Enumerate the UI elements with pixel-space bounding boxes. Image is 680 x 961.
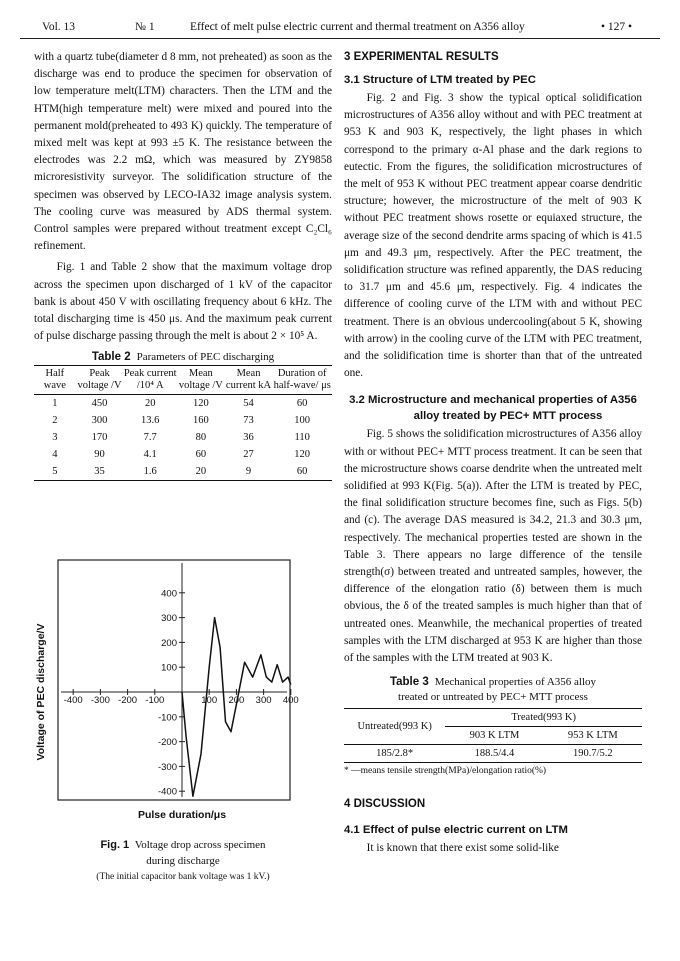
y-axis-label: Voltage of PEC discharge/V	[35, 623, 47, 761]
table-header-cell: 903 K LTM	[445, 727, 543, 745]
paragraph: Fig. 2 and Fig. 3 show the typical optical solidification microstructures of A356 alloy without and with PEC treatment at 953 K and 903 K, respectively, the light phases in which correspond to the primary α-Al phase and the dark regions to eutectic. From the figures, the solidification microstructures of the melt of 953 K without PEC treatment appear coarse dendritic structure; however, the microstructure of the melt of 903 K without PEC treatment shows rosette or equiaxed structure, the average size of the second dendrite arms spacing of which is 41.5 μm and 49.3 μm, respectively. After the PEC treatment, the solidification structure was refined apparently, the DAS reducing to 31.7 μm and 45.6 μm, respectively. Fig. 4 indicates the difference of cooling curve of the LTM with and without PEC treatment. There is an obvious undercooling(about 5 K, showing with arrow) in the cooling curve of the LTM with PEC treatment, and the solidification time is shorter than that of the untreated one.	[344, 92, 642, 380]
table-header-row	[34, 366, 332, 395]
table-cell: 9	[245, 466, 252, 478]
fig1-caption	[34, 837, 332, 885]
paragraph: with a quartz tube(diameter d 8 mm, not preheated) as soon as the discharge was end to produce the specimen for observation of low temperature melt(LTM) characters. Then the LTM and the HTM(high temperature melt) were mixed and poured into the permanent mold(preheated to 493 K) quickly. The temperature of mixed melt was kept at 993 ±5 K. The resistance between the electrodes was 2.2 mΩ, which was measured by ZY9858 microresistivity surveyor. The solidification structure of the specimen was observed by LECO-IA32 image analysis system. The cooling curve was measured by ADS thermal system. Control samples were prepared without treatment except C₂Cl₆ refinement.	[34, 51, 332, 253]
x-tick-label: 200	[228, 695, 245, 706]
x-tick-label: 400	[282, 695, 299, 706]
table-cell: 185/2.8*	[376, 748, 414, 760]
left-column	[34, 49, 332, 481]
fig1-caption-line1: Voltage drop across specimen	[134, 839, 266, 851]
table-cell: 100	[294, 415, 311, 427]
table-header-cell: Duration of half-wave/ μs	[272, 366, 332, 395]
table2-label: Table 2	[91, 351, 131, 364]
volume-label: Vol. 13	[42, 21, 76, 33]
y-tick-label: 200	[161, 637, 177, 649]
x-tick-label: 100	[201, 695, 218, 706]
table2-caption	[34, 351, 332, 363]
table-cell: 20	[144, 398, 156, 410]
table-header-cell: 953 K LTM	[544, 727, 642, 745]
section-heading: 3 EXPERIMENTAL RESULTS	[344, 51, 499, 63]
table-cell: 1.6	[143, 466, 157, 478]
table-header-cell: Mean voltage /V	[177, 366, 225, 395]
table-header-cell: Untreated(993 K)	[344, 709, 445, 745]
y-tick-label: 100	[161, 662, 177, 674]
table-header-cell: Half wave	[34, 366, 76, 395]
table-cell: 110	[294, 432, 310, 444]
voltage-drop-chart	[20, 555, 320, 845]
x-tick-label: 300	[255, 695, 272, 706]
table-cell: 120	[294, 449, 311, 461]
paragraph: It is known that there exist some solid-like	[366, 842, 559, 855]
table-cell: 60	[296, 398, 308, 410]
y-tick-label: -300	[157, 761, 177, 773]
x-tick-label: -300	[90, 695, 110, 706]
x-tick-label: -200	[118, 695, 138, 706]
table3-note: * —means tensile strength(MPa)/elongation ratio(%)	[344, 766, 547, 777]
table-cell: 450	[91, 398, 108, 410]
table-cell: 13.6	[141, 415, 160, 427]
table3-caption	[344, 675, 642, 705]
y-tick-label: -100	[157, 712, 177, 724]
paragraph: Fig. 1 and Table 2 show that the maximum voltage drop across the specimen upon discharged of 1 kV of the capacitor bank is about 450 V with oscillating frequency about 6 kHz. The total discharging time is 450 μs. And the maximum peak current of pulse discharge passing through the melt is about 2 × 10⁵ A.	[34, 261, 332, 343]
x-tick-label: -400	[63, 695, 83, 706]
right-column	[344, 49, 642, 858]
table-cell: 300	[91, 415, 108, 427]
x-axis-label: Pulse duration/μs	[137, 809, 227, 821]
y-tick-label: 400	[161, 588, 177, 600]
table3	[344, 708, 642, 763]
table-cell: 190.7/5.2	[572, 748, 613, 760]
table-cell: 35	[94, 466, 105, 478]
table-cell: 188.5/4.4	[474, 748, 515, 760]
table-cell: 36	[243, 432, 254, 444]
paragraph: Fig. 5 shows the solidification microstructures of A356 alloy with or without PEC+ MTT process treatment. It can be seen that the microstructure shows coarse dendrite when the untreated melt solidified at 993 K(Fig. 5(a)). After the LTM is treated by PEC, the final solidification structure becomes fine, such as Figs. 5(b) and (c). The average DAS measured is 34.2, 21.3 and 30.3 μm, respectively. The mechanical properties tested are shown in the Table 3. There appears no large difference of the tensile strength(σ) between treated and untreated samples, however, the difference of the elongation ratio (δ) between them is much obvious, the δ of the treated samples is much higher than that of untreated ones. Meanwhile, the mechanical properties of treated samples with the LTM discharged at 953 K are higher than those of the samples with the LTM treated at 903 K.	[344, 428, 642, 665]
subsection-heading: 3.1 Structure of LTM treated by PEC	[344, 74, 536, 86]
page-number: • 127 •	[600, 21, 632, 33]
fig1-caption-line2: during discharge	[146, 855, 220, 867]
table-header-row	[344, 709, 642, 727]
table-cell: 73	[243, 415, 254, 427]
table-cell: 2	[52, 415, 58, 427]
table-cell: 27	[243, 449, 254, 461]
y-tick-label: 300	[161, 613, 177, 625]
table-cell: 54	[243, 398, 254, 410]
table3-caption-line2: treated or untreated by PEC+ MTT process	[398, 691, 588, 704]
table-row	[34, 429, 332, 446]
table-cell: 160	[192, 415, 209, 427]
x-tick-label: -100	[145, 695, 165, 706]
table-row	[34, 446, 332, 463]
table-cell: 3	[52, 432, 58, 444]
table-row	[34, 395, 332, 413]
subsection-heading: 4.1 Effect of pulse electric current on LTM	[344, 824, 568, 837]
table-cell: 7.7	[143, 432, 157, 444]
table-cell: 90	[94, 449, 105, 461]
table-cell: 60	[195, 449, 207, 461]
table-cell: 20	[195, 466, 207, 478]
table-header-cell: Treated(993 K)	[445, 709, 642, 727]
subsection-heading: 3.2 Microstructure and mechanical properties of A356 alloy treated by PEC+ MTT process	[349, 394, 637, 423]
table3-caption-line1: Mechanical properties of A356 alloy	[434, 676, 597, 689]
table-cell: 5	[52, 466, 58, 478]
table-cell: 4.1	[143, 449, 157, 461]
y-tick-label: -400	[157, 786, 177, 798]
table-cell: 4	[52, 449, 58, 461]
table-header-cell: Mean current kA	[225, 366, 273, 395]
table-cell: 170	[91, 432, 108, 444]
y-tick-label: -200	[157, 737, 177, 749]
section-heading: 4 DISCUSSION	[344, 798, 426, 811]
table-header-cell: Peak current /10⁴ A	[123, 366, 177, 395]
table-row	[34, 412, 332, 429]
table-header-cell: Peak voltage /V	[76, 366, 124, 395]
table-cell: 1	[52, 398, 58, 410]
issue-label: № 1	[135, 21, 155, 33]
table3-label: Table 3	[389, 676, 429, 689]
table-cell: 80	[195, 432, 207, 444]
running-title: Effect of melt pulse electric current and thermal treatment on A356 alloy	[190, 21, 525, 33]
running-header	[20, 14, 660, 39]
fig1-caption-note: (The initial capacitor bank voltage was 1 kV.)	[96, 872, 270, 882]
table2-title: Parameters of PEC discharging	[136, 351, 275, 364]
table-cell: 120	[192, 398, 209, 410]
table2	[34, 365, 332, 481]
voltage-series-line	[182, 618, 291, 797]
fig1-label: Fig. 1	[100, 839, 130, 851]
table-row	[34, 463, 332, 481]
table-cell: 60	[296, 466, 308, 478]
table-row	[344, 745, 642, 763]
